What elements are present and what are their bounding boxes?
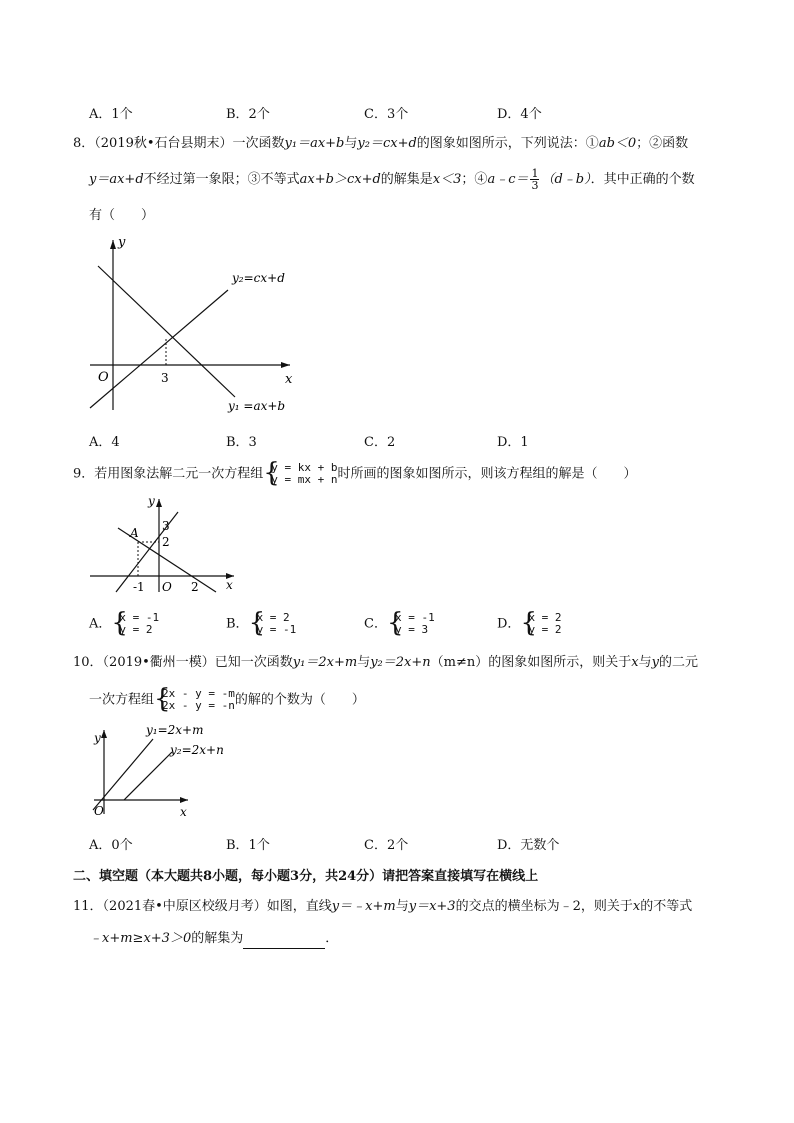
q9-graph — [88, 494, 238, 596]
q11-answer-blank[interactable] — [243, 934, 325, 949]
q10-option-c: C．2个 — [364, 838, 409, 853]
q8-line-y2 — [90, 290, 228, 408]
q8-option-c: C．2 — [364, 435, 396, 450]
q10-option-b: B．1个 — [226, 838, 270, 853]
q8-option-b: B．3 — [226, 435, 257, 450]
q8-y1-label: y₁ =ax+b — [228, 399, 286, 413]
q9-tick-3: 3 — [162, 519, 170, 533]
q10-equation-system: { 2x - y = -m 2x - y = -n — [154, 684, 235, 714]
q9-option-d: D． { x = 2 y = 2 — [497, 608, 562, 638]
q7-option-b: B．2个 — [226, 107, 270, 122]
q8-fraction: $\frac{1}{3}$ — [531, 167, 539, 192]
q8-line-2: y＝ax+d不经过第一象限；③不等式ax+b＞cx+d的解集是x＜3；④a﹣c＝ $\frac{1}{3}$ （d﹣b）．其中正确的个数 — [89, 167, 695, 192]
q9-equation-system: { y = kx + b y = mx + n — [263, 458, 338, 488]
q10-origin-label: O — [94, 804, 104, 818]
q8-x-label: x — [285, 372, 293, 387]
q10-line-y2 — [124, 752, 172, 800]
q9-point-a: A — [130, 526, 139, 540]
q7-option-d: D．4个 — [497, 107, 542, 122]
q8-graph — [80, 232, 310, 422]
q11-line-1: 11．（2021春•中原区校级月考）如图，直线y＝﹣x+m与y＝x+3的交点的横坐标为﹣2，则关于x的不等式 — [73, 899, 693, 914]
q9-origin-label: O — [162, 580, 172, 594]
q8-y-label: y — [118, 235, 126, 250]
q8-y2-label: y₂=cx+d — [232, 271, 285, 285]
q7-option-c: C．3个 — [364, 107, 409, 122]
q10-y-arrow — [101, 730, 107, 738]
q10-option-d: D．无数个 — [497, 838, 560, 853]
q8-tick-3: 3 — [161, 371, 169, 385]
q10-x-arrow — [180, 797, 188, 803]
q8-y-arrow — [110, 240, 116, 249]
q10-graph — [88, 718, 268, 828]
q8-line-1: 8．（2019秋•石台县期末）一次函数y₁＝ax+b与y₂＝cx+d的图象如图所示，下列说法：①ab＜0；②函数 — [73, 136, 689, 151]
q8-line-3: 有（ ） — [89, 208, 155, 223]
q9-tick-x2: 2 — [191, 580, 199, 594]
q9-option-c: C． { x = -1 y = 3 — [364, 608, 435, 638]
q9-line-1: 9．若用图象法解二元一次方程组 { y = kx + b y = mx + n 时所画的图象如图所示，则该方程组的解是（ ） — [73, 458, 637, 488]
q9-y-label: y — [148, 494, 155, 508]
q10-l2-label: y₂=2x+n — [170, 743, 224, 757]
q9-tick-neg1: -1 — [133, 580, 145, 594]
q10-x-label: x — [180, 805, 187, 819]
section-2-title: 二、填空题（本大题共8小题，每小题3分，共24分）请把答案直接填写在横线上 — [73, 869, 539, 884]
q10-line-y1 — [93, 739, 153, 810]
q11-line-2: ﹣x+m≥x+3＞0的解集为 ． — [89, 929, 338, 949]
q8-option-d: D．1 — [497, 435, 529, 450]
q7-option-a: A．1个 — [89, 107, 133, 122]
q8-option-a: A．4 — [89, 435, 120, 450]
q9-x-label: x — [226, 578, 233, 592]
q9-option-a: A． { x = -1 y = 2 — [89, 608, 160, 638]
q9-y-arrow — [156, 499, 162, 507]
q10-l1-label: y₁=2x+m — [146, 723, 204, 737]
q9-option-b: B． { x = 2 y = -1 — [226, 608, 297, 638]
q9-tick-2: 2 — [162, 535, 170, 549]
q10-option-a: A．0个 — [89, 838, 133, 853]
q8-x-arrow — [281, 362, 290, 368]
q10-y-label: y — [94, 731, 101, 745]
q10-line-1: 10．（2019•衢州一模）已知一次函数y₁＝2x+m与y₂＝2x+n（m≠n）的图象如图所示，则关于x与y的二元 — [73, 655, 698, 670]
q10-line-2: 一次方程组 { 2x - y = -m 2x - y = -n 的解的个数为（ ） — [89, 684, 365, 714]
q8-origin-label: O — [98, 370, 109, 385]
